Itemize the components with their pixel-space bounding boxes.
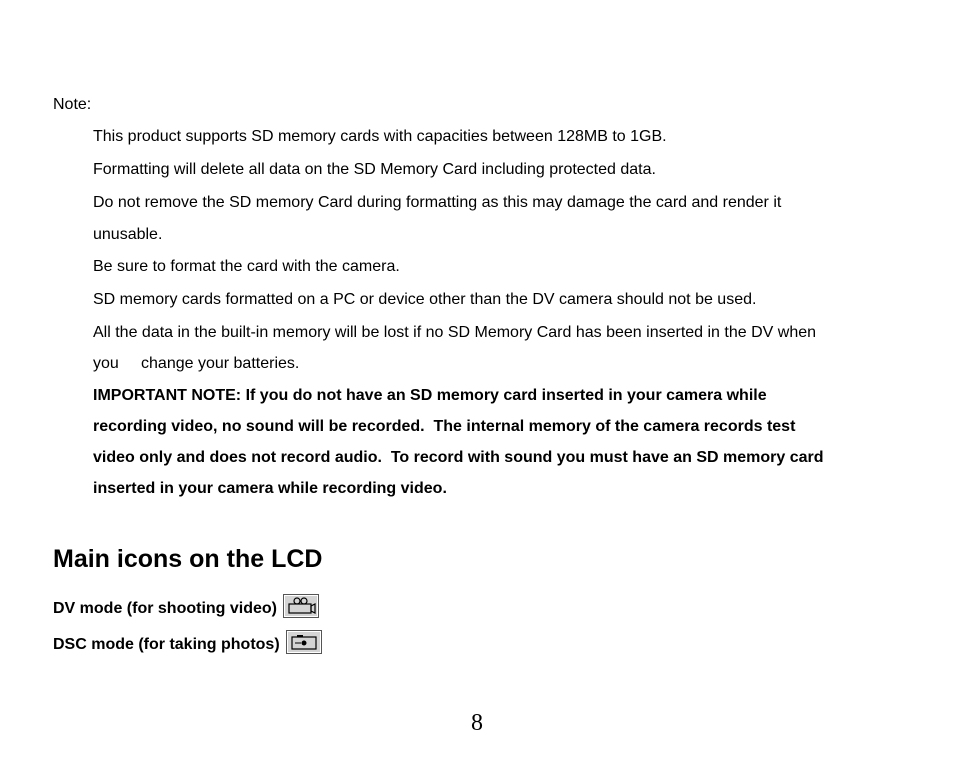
- note-label: Note:: [53, 96, 92, 113]
- important-note-line: IMPORTANT NOTE: If you do not have an SD memory card inserted in your camera while: [93, 387, 767, 404]
- note-line: Be sure to format the card with the camera.: [93, 258, 400, 275]
- dv-mode-label: DV mode (for shooting video): [53, 599, 277, 617]
- dv-mode-row: [53, 594, 319, 623]
- dsc-mode-label: DSC mode (for taking photos): [53, 635, 280, 653]
- page-number: 8: [471, 710, 483, 736]
- video-camera-icon: [283, 594, 319, 623]
- important-note-line: inserted in your camera while recording video.: [93, 480, 447, 497]
- note-line: you change your batteries.: [93, 355, 300, 372]
- note-line: unusable.: [93, 226, 163, 243]
- note-line: Do not remove the SD memory Card during formatting as this may damage the card and render it: [93, 194, 782, 211]
- section-heading: Main icons on the LCD: [53, 545, 323, 573]
- note-line: All the data in the built-in memory will be lost if no SD Memory Card has been inserted in the DV when: [93, 324, 817, 341]
- note-line: SD memory cards formatted on a PC or device other than the DV camera should not be used.: [93, 291, 757, 308]
- note-line: Formatting will delete all data on the SD Memory Card including protected data.: [93, 161, 656, 178]
- photo-camera-icon: [286, 630, 322, 659]
- dsc-mode-row: [53, 630, 322, 659]
- important-note-line: recording video, no sound will be recorded. The internal memory of the camera records test: [93, 418, 796, 435]
- important-note-line: video only and does not record audio. To record with sound you must have an SD memory card: [93, 449, 824, 466]
- note-line: This product supports SD memory cards with capacities between 128MB to 1GB.: [93, 128, 667, 145]
